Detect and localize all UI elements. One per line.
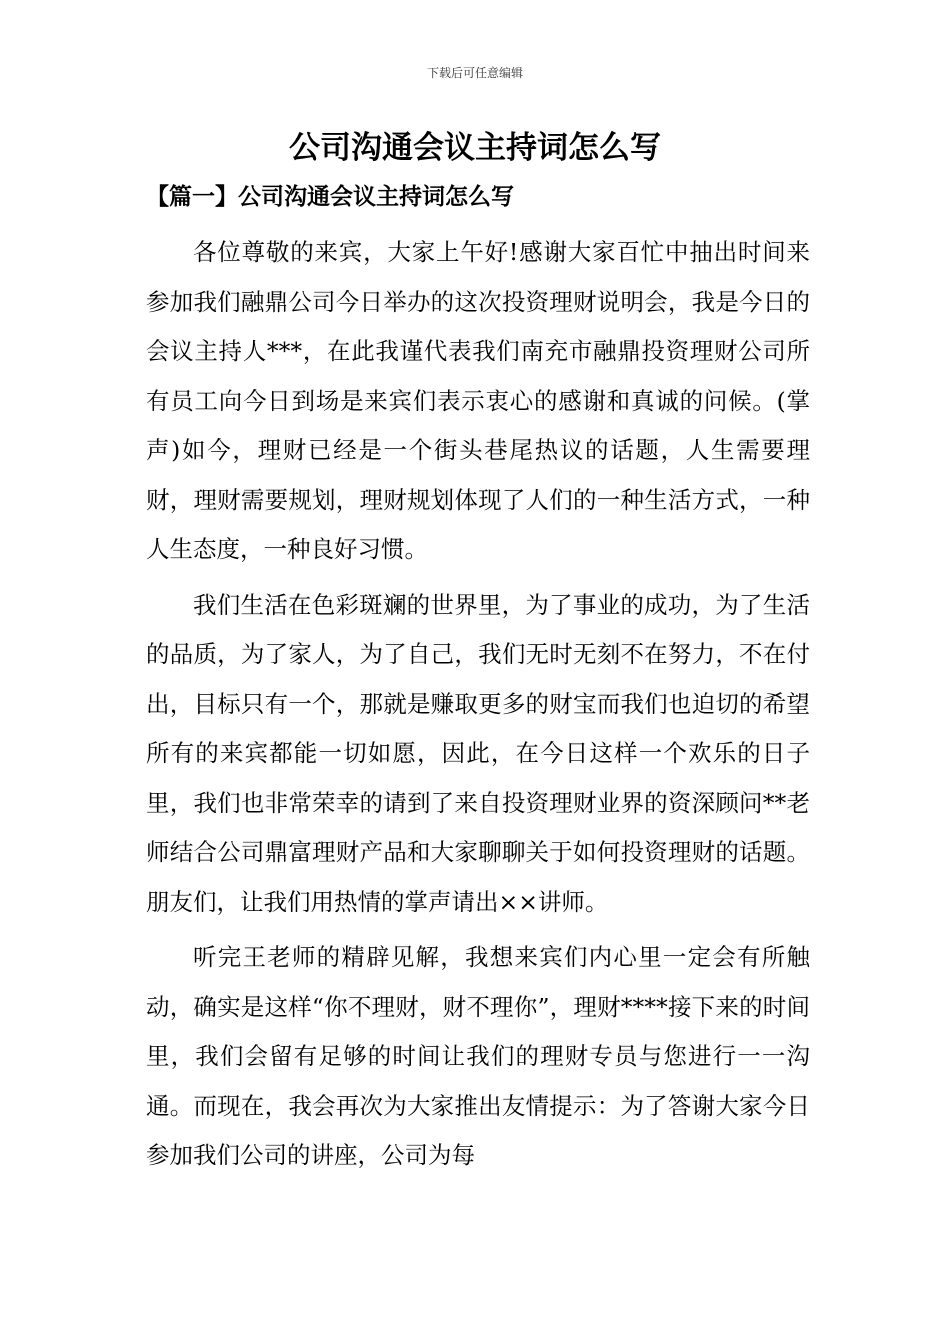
paragraph-1: 各位尊敬的来宾，大家上午好!感谢大家百忙中抽出时间来参加我们融鼎公司今日举办的这次投资理财说明会，我是今日的会议主持人***，在此我谨代表我们南充市融鼎投资理财公司所有员工向今日到场是来宾们表示衷心的感谢和真诚的问候。(掌声)如今，理财已经是一个街头巷尾热议的话题，人生需要理财，理财需要规划，理财规划体现了人们的一种生活方式，一种人生态度，一种良好习惯。 [146,238,810,563]
header-note: 下载后可任意编辑 [426,66,523,80]
paragraph-3: 听完王老师的精辟见解，我想来宾们内心里一定会有所触动，确实是这样“你不理财，财不理你”，理财****接下来的时间里，我们会留有足够的时间让我们的理财专员与您进行一一沟通。而现在，我会再次为大家推出友情提示：为了答谢大家今日参加我们公司的讲座，公司为每 [146,943,810,1169]
document-title: 公司沟通会议主持词怎么写 [289,130,661,166]
section-heading: 【篇一】公司沟通会议主持词怎么写 [146,183,514,210]
body-text [146,228,810,1181]
paragraph-2: 我们生活在色彩斑斓的世界里，为了事业的成功，为了生活的品质，为了家人，为了自己，我们无时无刻不在努力，不在付出，目标只有一个，那就是赚取更多的财宝而我们也迫切的希望所有的来宾都能一切如愿，因此，在今日这样一个欢乐的日子里，我们也非常荣幸的请到了来自投资理财业界的资深顾问**老师结合公司鼎富理财产品和大家聊聊关于如何投资理财的话题。朋友们，让我们用热情的掌声请出××讲师。 [146,590,810,916]
